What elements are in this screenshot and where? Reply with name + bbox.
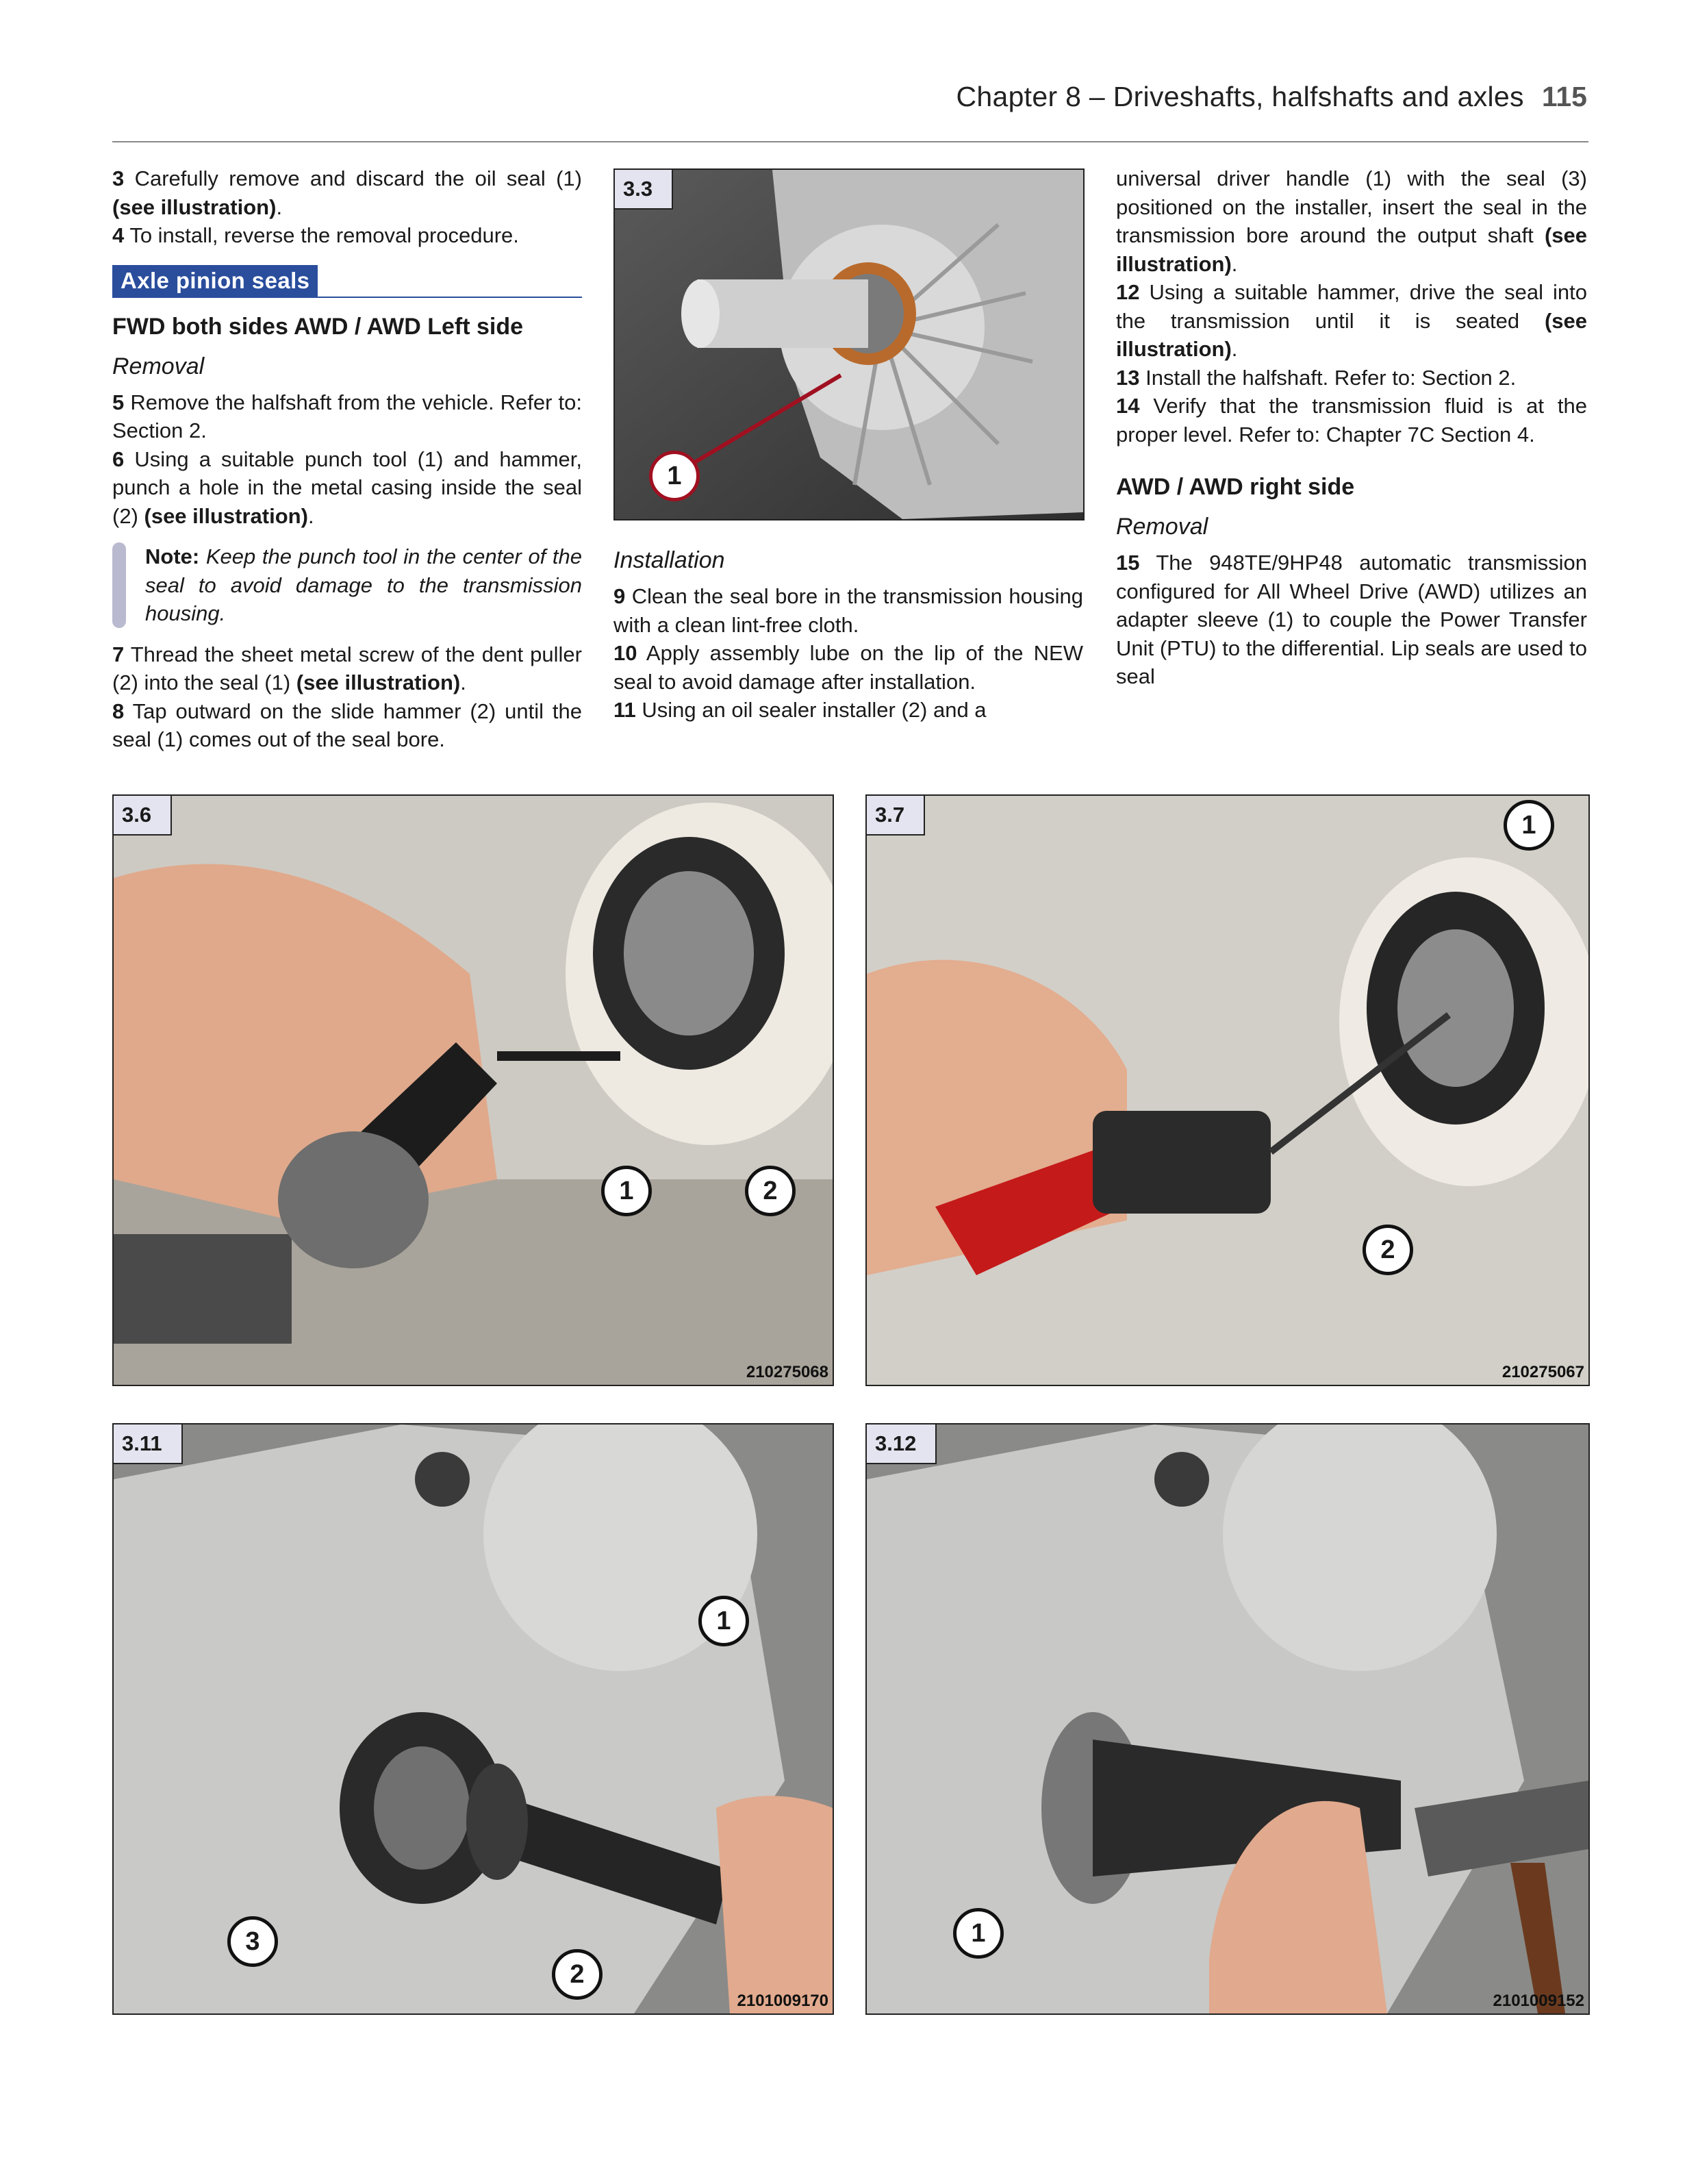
subheading-fwd: FWD both sides AWD / AWD Left side — [112, 313, 524, 340]
subheading-awd-right: AWD / AWD right side — [1116, 474, 1355, 500]
chapter-title: Chapter 8 – Driveshafts, halfshafts and axles — [956, 81, 1524, 112]
figure-3-3 — [613, 168, 1085, 520]
figure-label: 3.3 — [615, 170, 673, 210]
figure-code: 2101009170 — [737, 1992, 828, 2010]
figure-code: 210275067 — [1501, 1363, 1584, 1381]
figure-3-11-image — [114, 1424, 833, 2013]
text-column-1 — [112, 164, 582, 754]
callout-2: 2 — [552, 1949, 603, 2000]
step-15: 15 The 948TE/9HP48 automatic transmission configured for All Wheel Drive (AWD) utilizes an adapter sleeve (1) to couple the Power Transfer Unit (PTU) to the differential. Lip seals are used to seal — [1116, 551, 1587, 688]
figure-code: 210275068 — [746, 1363, 828, 1381]
note-bar — [112, 542, 126, 628]
figure-3-6 — [112, 794, 834, 1386]
step-9: 9 Clean the seal bore in the transmission housing with a clean lint-free cloth. — [613, 584, 1083, 637]
step-4: 4 To install, reverse the removal procedure. — [112, 223, 519, 247]
step-7: 7 Thread the sheet metal screw of the dent puller (2) into the seal (1) (see illustration). — [112, 642, 582, 694]
step-5: 5 Remove the halfshaft from the vehicle. Refer to: Section 2. — [112, 390, 582, 442]
step-3: 3 Carefully remove and discard the oil seal (1) (see illustration). — [112, 166, 582, 219]
figure-code: 2101009152 — [1493, 1992, 1584, 2010]
figure-label: 3.7 — [867, 796, 925, 836]
figure-3-11 — [112, 1423, 834, 2015]
page-number: 115 — [1541, 81, 1587, 112]
step-11: 11 Using an oil sealer installer (2) and a — [613, 698, 987, 722]
text-column-2 — [613, 545, 1083, 725]
figure-3-7 — [865, 794, 1590, 1386]
step-8: 8 Tap outward on the slide hammer (2) until the seal (1) comes out of the seal bore. — [112, 699, 583, 751]
callout-1: 1 — [953, 1908, 1004, 1959]
callout-2: 2 — [745, 1166, 796, 1216]
figure-label: 3.12 — [867, 1424, 937, 1464]
figure-label: 3.6 — [114, 796, 172, 836]
subheading-removal: Removal — [112, 353, 205, 379]
callout-1: 1 — [1504, 800, 1554, 851]
step-11-cont: universal driver handle (1) with the seal (3) positioned on the installer, insert the seal in the transmission bore around the output shaft (see illustration). — [1116, 166, 1587, 276]
subheading-removal-2: Removal — [1116, 514, 1208, 540]
note-box: Note: Keep the punch tool in the center of the seal to avoid damage to the transmission housing. — [112, 542, 582, 628]
callout-2: 2 — [1363, 1225, 1413, 1275]
figure-3-12 — [865, 1423, 1590, 2015]
figure-label: 3.11 — [114, 1424, 183, 1464]
callout-1: 1 — [698, 1596, 749, 1646]
header-rule — [112, 141, 1588, 142]
page-header — [0, 81, 1587, 113]
step-12: 12 Using a suitable hammer, drive the seal into the transmission until it is seated (see illustration). — [1116, 280, 1587, 361]
step-13: 13 Install the halfshaft. Refer to: Section 2. — [1116, 365, 1517, 390]
callout-1: 1 — [649, 451, 700, 501]
step-14: 14 Verify that the transmission fluid is at the proper level. Refer to: Chapter 7C Section 4. — [1116, 394, 1587, 447]
section-heading: Axle pinion seals — [112, 265, 582, 298]
figure-3-6-image — [114, 796, 833, 1385]
figure-3-7-image — [867, 796, 1588, 1385]
subheading-installation: Installation — [613, 547, 725, 573]
text-column-3 — [1116, 164, 1587, 691]
callout-3: 3 — [227, 1916, 278, 1967]
step-10: 10 Apply assembly lube on the lip of the NEW seal to avoid damage after installation. — [613, 641, 1083, 694]
callout-1: 1 — [601, 1166, 652, 1216]
step-6: 6 Using a suitable punch tool (1) and hammer, punch a hole in the metal casing inside the seal (2) (see illustration). — [112, 447, 582, 528]
